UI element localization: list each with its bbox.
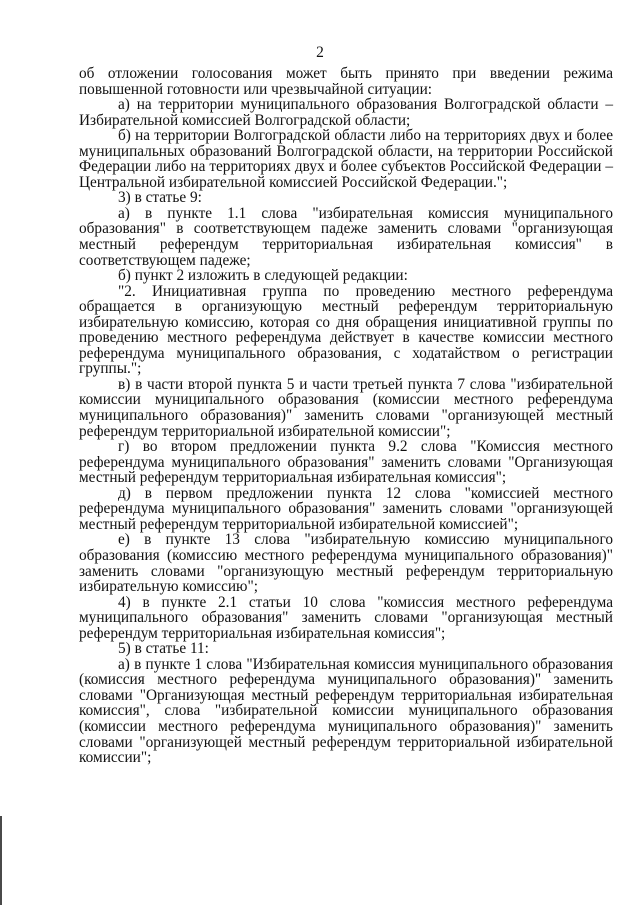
paragraph: 5) в статье 11: bbox=[118, 640, 209, 658]
paragraph: е) в пункте 13 слова "избирательную комиссию муниципального образования (комиссию местного референдума муниципального образования)" заменить словами "организующую местный референдум территориальную избирательную комиссию"; bbox=[79, 531, 613, 596]
paragraph: 3) в статье 9: bbox=[118, 189, 202, 207]
paragraph: г) во втором предложении пункта 9.2 слова "Комиссия местного референдума муниципального образования" заменить словами "Организующая местный референдум территориальная избирательная комиссия"; bbox=[79, 438, 613, 487]
scan-edge-artifact bbox=[0, 816, 2, 905]
paragraph: д) в первом предложении пункта 12 слова "комиссией местного референдума муниципального образования" заменить словами "организующей местный референдум территориальной избирательной комиссией"; bbox=[79, 484, 613, 533]
document-body bbox=[79, 66, 613, 766]
page-number: 2 bbox=[316, 44, 324, 61]
paragraph: а) в пункте 1.1 слова "избирательная комиссия муниципального образования" в соответствующем падеже заменить словами "организующая местный референдум территориальная избирательная комиссия" в соответствующем падеже; bbox=[79, 204, 613, 269]
paragraph: а) на территории муниципального образования Волгоградской области – Избирательной комиссией Волгоградской области; bbox=[79, 96, 613, 129]
paragraph: в) в части второй пункта 5 и части третьей пункта 7 слова "избирательной комиссии муниципального образования (комиссии местного референдума муниципального образования)" заменить словами "организующей местный референдум территориальной избирательной комиссии"; bbox=[79, 375, 613, 440]
paragraph: об отложении голосования может быть принято при введении режима повышенной готовности или чрезвычайной ситуации: bbox=[79, 65, 613, 98]
paragraph: 4) в пункте 2.1 статьи 10 слова "комиссия местного референдума муниципального образования" заменить словами "организующая местный референдум территориальная избирательная комиссия"; bbox=[79, 593, 613, 642]
paragraph: б) пункт 2 изложить в следующей редакции: bbox=[118, 267, 408, 285]
paragraph: а) в пункте 1 слова "Избирательная комиссия муниципального образования (комиссия местного референдума муниципального образования)" заменить словами "Организующая местный референдум территориальная избирательная комиссия", слова "избирательной комиссии муниципального образования (комиссии местного референдума муниципального образования)" заменить словами "организующей местный референдум территориальной избирательной комиссии"; bbox=[79, 655, 613, 767]
paragraph: б) на территории Волгоградской области либо на территориях двух и более муниципальных образований Волгоградской области, на территории Российской Федерации либо на территориях двух и более субъектов Российской Федерации – Центральной избирательной комиссией Российской Федерации."; bbox=[79, 127, 613, 191]
paragraph: "2. Инициативная группа по проведению местного референдума обращается в организующую местный референдум территориальную избирательную комиссию, которая со дня обращения инициативной группы по проведению местного референдума действует в качестве комиссии местного референдума муниципального образования, с ходатайством о регистрации группы."; bbox=[79, 282, 613, 378]
